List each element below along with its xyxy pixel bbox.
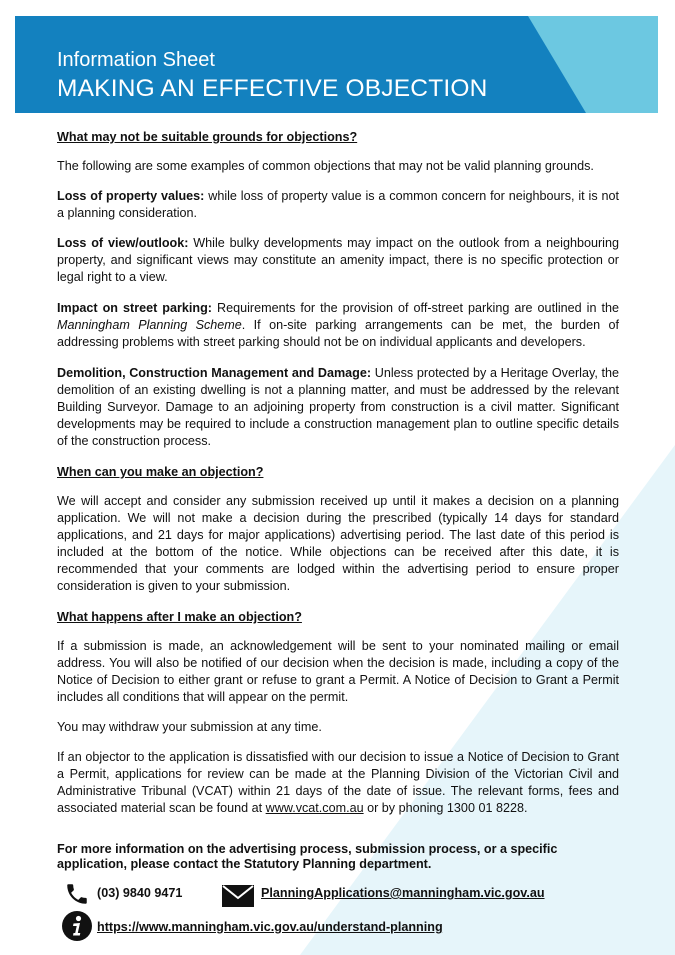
envelope-icon <box>222 885 254 907</box>
heading-after-objection: What happens after I make an objection? <box>57 610 302 624</box>
term-street-parking: Impact on street parking: <box>57 301 212 315</box>
paragraph-intro: The following are some examples of common objections that may not be valid planning grounds. <box>57 159 594 173</box>
contact-note: For more information on the advertising process, submission process, or a specific application, please contact the Statutory Planning department. <box>57 842 558 871</box>
banner-accent-shape <box>528 16 658 113</box>
heading-unsuitable-grounds: What may not be suitable grounds for objections? <box>57 130 358 144</box>
website-link[interactable]: https://www.manningham.vic.gov.au/understand-planning <box>97 920 443 934</box>
text-view-outlook: While bulky developments may impact on the outlook from a neighbouring property, and significant views may constitute an amenity impact, there is no specific protection or legal right to a view. <box>57 236 619 284</box>
text-vcat-1: If an objector to the application is dissatisfied with our decision to issue a Notice of Decision to Grant a Permit, applications for review can be made at the Planning Division of the Victorian Civil and Administrative Tribunal (VCAT) within 21 days of the date of issue. The relevant forms, fees and associated material scan be found at <box>57 750 619 815</box>
phone-icon <box>64 881 90 907</box>
paragraph-demolition <box>57 365 619 450</box>
page-title: MAKING AN EFFECTIVE OBJECTION <box>57 75 488 102</box>
sheet-kicker: Information Sheet <box>57 49 215 71</box>
text-property-values: while loss of property value is a common concern for neighbours, it is not a planning consideration. <box>57 189 620 220</box>
text-vcat-2: or by phoning 1300 01 8228. <box>363 801 528 815</box>
text-street-parking-2: . If on-site parking arrangements can be met, the burden of addressing problems with street parking should not be on individual applicants and developers. <box>57 318 619 349</box>
info-icon <box>62 911 92 941</box>
term-view-outlook: Loss of view/outlook: <box>57 236 189 250</box>
paragraph-view-outlook <box>57 235 619 286</box>
paragraph-acknowledgement: If a submission is made, an acknowledgement will be sent to your nominated mailing or email address. You will also be notified of our decision when the decision is made, including a copy of the Notice of Decision to either grant or refuse to grant a Permit. A Notice of Decision to Grant a Permit includes all conditions that will appear on the permit. <box>57 639 619 704</box>
paragraph-withdraw: You may withdraw your submission at any time. <box>57 720 322 734</box>
term-demolition: Demolition, Construction Management and Damage: <box>57 366 372 380</box>
heading-when-object: When can you make an objection? <box>57 465 264 479</box>
main-content <box>57 129 619 830</box>
text-street-parking-1: Requirements for the provision of off-street parking are outlined in the <box>212 301 619 315</box>
term-property-values: Loss of property values: <box>57 189 205 203</box>
header-banner <box>15 16 658 113</box>
email-link[interactable]: PlanningApplications@manningham.vic.gov.au <box>261 886 545 900</box>
vcat-link[interactable]: www.vcat.com.au <box>265 801 364 815</box>
planning-scheme-name: Manningham Planning Scheme <box>57 318 242 332</box>
paragraph-property-values <box>57 188 619 222</box>
phone-number[interactable]: (03) 9840 9471 <box>97 886 183 900</box>
paragraph-when-object: We will accept and consider any submission received up until it makes a decision on a planning application. We will not make a decision during the prescribed (typically 14 days for standard applications, and 21 days for major applications) advertising period. The last date of this period is included at the bottom of the notice. While objections can be received after this date, it is recommended that your comments are lodged within the advertising period to ensure proper consideration is given to your submission. <box>57 494 619 593</box>
text-demolition: Unless protected by a Heritage Overlay, the demolition of an existing dwelling is not a planning matter, and must be addressed by the relevant Building Surveyor. Damage to an adjoining property from construction is a civil matter. Significant developments may be required to include a construction management plan to outline specific details of the construction process. <box>57 366 619 448</box>
paragraph-vcat-review <box>57 749 619 817</box>
paragraph-street-parking <box>57 300 619 351</box>
